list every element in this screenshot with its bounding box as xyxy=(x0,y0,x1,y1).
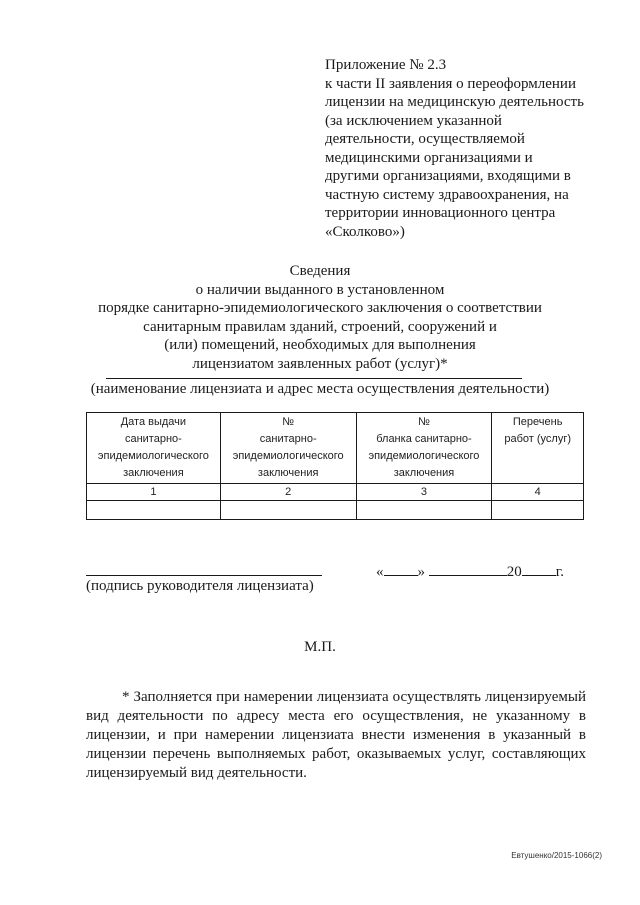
column-number: 4 xyxy=(492,484,584,501)
title-line: санитарным правилам зданий, строений, сооружений и xyxy=(143,318,497,335)
header-conclusion-number: № санитарно- эпидемиологического заключения xyxy=(220,413,356,484)
document-title xyxy=(70,262,570,373)
title-line: о наличии выданного в установленном xyxy=(195,281,445,298)
header-works-list: Перечень работ (услуг) xyxy=(492,413,584,484)
licensee-name-field[interactable] xyxy=(106,378,522,379)
table-row xyxy=(87,501,584,520)
footnote xyxy=(86,688,586,783)
appendix-line: к части II заявления о переоформлении xyxy=(325,75,576,92)
appendix-line: (за исключением указанной xyxy=(325,112,502,129)
conclusion-number-cell[interactable] xyxy=(220,501,356,520)
appendix-line: частную систему здравоохранения, на xyxy=(325,186,569,203)
title-line: Сведения xyxy=(289,263,351,279)
document-code: Евтушенко/2015-1066(2) xyxy=(511,851,602,860)
appendix-header xyxy=(325,56,615,241)
column-number: 3 xyxy=(356,484,492,501)
date-open-quote: « xyxy=(376,564,384,580)
date-close-quote: » xyxy=(417,564,425,580)
appendix-line: деятельности, осуществляемой xyxy=(325,131,525,147)
appendix-line: лицензии на медицинскую деятельность xyxy=(325,94,584,110)
header-blank-number: № бланка санитарно- эпидемиологического заключения xyxy=(356,413,492,484)
footnote-line: вид деятельности по адресу места его осуществления, не указанному в xyxy=(86,708,586,724)
issue-date-cell[interactable] xyxy=(87,501,221,520)
title-line: порядке санитарно-эпидемиологического заключения о соответствии xyxy=(98,300,542,316)
year-blank[interactable] xyxy=(522,560,556,576)
appendix-line: «Сколково») xyxy=(325,223,405,240)
table-header-row xyxy=(87,413,584,484)
works-list-cell[interactable] xyxy=(492,501,584,520)
blank-number-cell[interactable] xyxy=(356,501,492,520)
date-field xyxy=(376,560,564,581)
year-prefix: 20 xyxy=(506,564,522,580)
appendix-line: территории инновационного центра xyxy=(325,205,556,221)
day-blank[interactable] xyxy=(384,560,418,576)
column-number: 2 xyxy=(220,484,356,501)
signature-caption: (подпись руководителя лицензиата) xyxy=(86,578,314,594)
licensee-name-caption: (наименование лицензиата и адрес места осуществления деятельности) xyxy=(90,381,550,397)
footnote-line: * Заполняется при намерении лицензиата осуществлять лицензируемый xyxy=(122,689,586,705)
month-blank[interactable] xyxy=(429,560,507,576)
title-line: (или) помещений, необходимых для выполнения xyxy=(164,337,476,353)
column-number: 1 xyxy=(87,484,221,501)
appendix-line: медицинскими организациями и xyxy=(325,149,533,166)
year-suffix: г. xyxy=(555,564,564,580)
footnote-line: лицензии, и при намерении лицензиата внести изменения в указанный в xyxy=(86,727,586,743)
table-number-row xyxy=(87,484,584,501)
appendix-line: другими организациями, входящими в xyxy=(325,168,571,184)
signature-field[interactable] xyxy=(86,575,322,576)
title-line: лицензиатом заявленных работ (услуг)* xyxy=(192,355,448,372)
footnote-line: лицензируемый вид деятельности. xyxy=(86,765,307,781)
sanitary-conclusion-table xyxy=(86,412,584,520)
appendix-line: Приложение № 2.3 xyxy=(325,57,447,73)
header-issue-date: Дата выдачи санитарно- эпидемиологического заключения xyxy=(87,413,221,484)
footnote-line: лицензии перечень выполняемых работ, оказываемых услуг, составляющих xyxy=(86,746,586,762)
stamp-place-label: М.П. xyxy=(304,639,336,655)
